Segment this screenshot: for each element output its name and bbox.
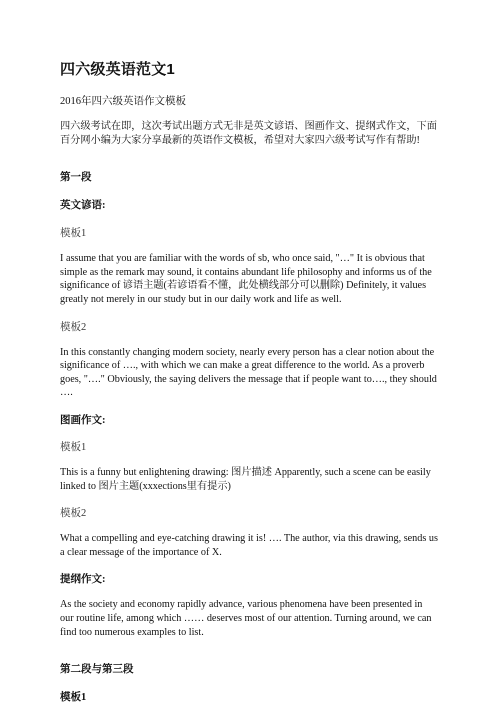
picture-template1-text: This is a funny but enlightening drawing: 图片描述 Apparently, such a scene can be easily linked to 图片主题(xxxections里有提示) (60, 466, 431, 492)
picture-heading: 图画作文: (60, 414, 106, 426)
proverb-heading: 英文谚语: (60, 200, 106, 212)
proverb-template1-label: 模板1 (60, 228, 87, 240)
intro-paragraph: 四六级考试在即，这次考试出题方式无非是英文谚语、图画作文、提纲式作文，下面百分网小编为大家分享最新的英语作文模板，希望对大家四六级考试写作有帮助! (60, 121, 437, 146)
proverb-template1-text: I assume that you are familiar with the words of sb, who once said, "…" It is obvious that simple as the remark may sound, it contains abundant life philosophy and informs us of the significance of 谚语主题(若谚语看不懂，此处横线部分可以删除) Definitely, it values greatly not merely in our study but in our daily work and life as well. (60, 253, 432, 305)
outline-heading: 提纲作文: (60, 574, 106, 586)
picture-template1-label: 模板1 (60, 441, 87, 453)
document-subtitle: 2016年四六级英语作文模板 (60, 96, 186, 107)
section2-heading: 第二段与第三段 (60, 664, 134, 676)
proverb-template2-label: 模板2 (60, 321, 87, 333)
proverb-template2-text: In this constantly changing modern society, nearly every person has a clear notion about the significance of …., with which we can make a great difference to the world. As a proverb goes, "…." Obviously, the saying delivers the message that if people want to…., they should …. (60, 346, 437, 399)
outline-text: As the society and economy rapidly advance, various phenomena have been presented in our routine life, among which …… deserves most of our attention. Turning around, we can find too numerous examples to list. (60, 599, 432, 638)
picture-template2-label: 模板2 (60, 508, 87, 520)
section1-heading: 第一段 (60, 172, 92, 184)
picture-template2-text: What a compelling and eye-catching drawing it is! …. The author, via this drawing, sends us a clear message of the importance of X. (60, 533, 438, 558)
document-title: 四六级英语范文1 (60, 61, 175, 78)
template1-heading: 模板1 (60, 692, 87, 704)
